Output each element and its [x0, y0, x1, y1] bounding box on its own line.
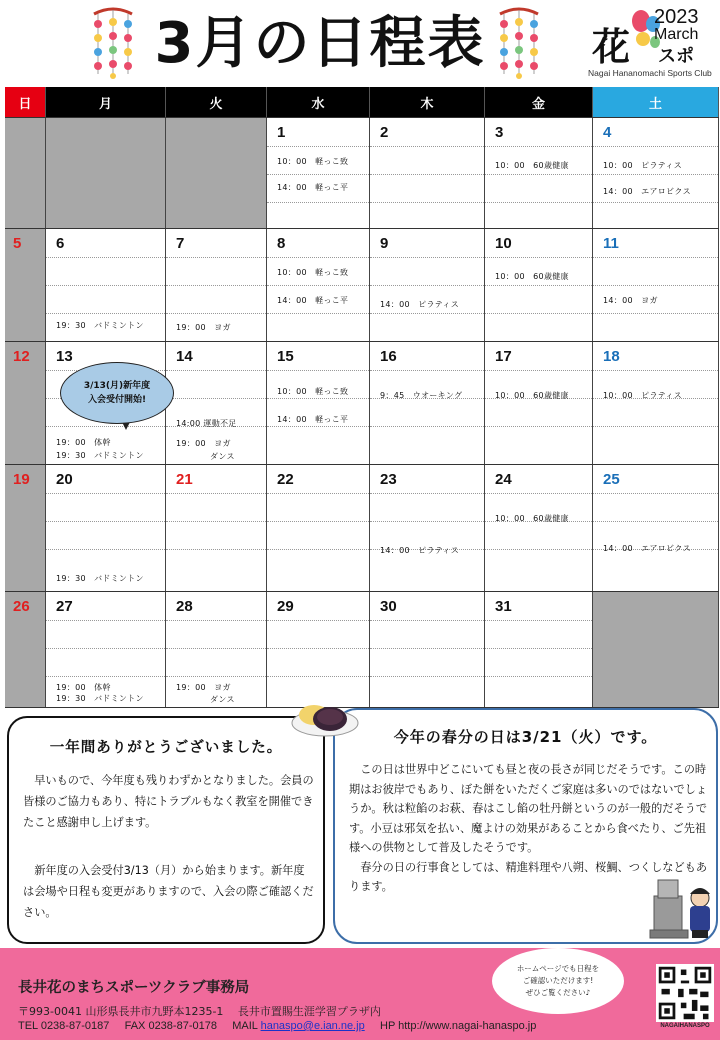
cell-guide-line — [370, 648, 484, 649]
event-entry: 14：00 エアロビクス — [603, 187, 691, 196]
cell-guide-line — [46, 549, 165, 550]
cell-guide-line — [166, 257, 266, 258]
cell-guide-line — [370, 313, 484, 314]
address: 〒993-0041 山形県長井市九野本1235-1 長井市置賜生涯学習プラザ内 — [18, 1005, 381, 1018]
cell-guide-line — [46, 676, 165, 677]
calendar-day-cell — [166, 592, 267, 707]
cell-guide-line — [593, 521, 718, 522]
day-number: 19 — [13, 471, 30, 488]
cell-guide-line — [46, 313, 165, 314]
day-number: 26 — [13, 598, 30, 615]
calendar-week — [5, 464, 719, 591]
event-entry: 10：00 ピラティス — [603, 161, 683, 170]
cell-guide-line — [46, 426, 165, 427]
calendar-day-cell — [267, 229, 370, 341]
cell-guide-line — [485, 493, 592, 494]
calendar-day-cell — [593, 229, 719, 341]
cell-guide-line — [485, 146, 592, 147]
cell-guide-line — [166, 521, 266, 522]
weekday-header: 水 — [267, 87, 370, 117]
cell-guide-line — [593, 313, 718, 314]
cell-guide-line — [267, 174, 369, 175]
weekday-header: 木 — [370, 87, 485, 117]
cell-guide-line — [267, 398, 369, 399]
page-title: 3月の日程表 — [154, 11, 486, 76]
equinox-note-title: 今年の春分の日は3/21（火）です。 — [393, 728, 658, 746]
cell-guide-line — [485, 648, 592, 649]
day-number: 20 — [56, 471, 73, 488]
weekday-header: 土 — [593, 87, 719, 117]
hanging-ornament-icon — [88, 4, 138, 80]
calendar-day-cell — [485, 229, 593, 341]
cell-guide-line — [267, 202, 369, 203]
cell-guide-line — [166, 620, 266, 621]
new-year-enrollment-bubble — [60, 362, 174, 424]
event-entry: 19：30 バドミントン — [56, 451, 144, 460]
cell-guide-line — [370, 370, 484, 371]
logo-year: 2023 — [654, 6, 699, 28]
cell-guide-line — [593, 174, 718, 175]
calendar-day-cell — [166, 465, 267, 591]
calendar-day-cell — [485, 592, 593, 707]
contact-line — [18, 1020, 536, 1032]
day-number: 27 — [56, 598, 73, 615]
event-entry: 19：00 体幹 — [56, 438, 111, 447]
cell-guide-line — [370, 174, 484, 175]
header — [0, 0, 720, 86]
event-entry: 10：00 軽っこ致 — [277, 157, 349, 166]
cell-guide-line — [46, 285, 165, 286]
calendar-day-cell — [593, 465, 719, 591]
calendar-day-cell — [5, 118, 46, 229]
calendar-day-cell — [166, 342, 267, 464]
calendar-week — [5, 228, 719, 341]
calendar-day-cell — [485, 118, 593, 229]
day-number: 13 — [56, 348, 73, 365]
day-number: 24 — [495, 471, 512, 488]
event-entry: 14：00 軽っこ平 — [277, 183, 349, 192]
calendar-day-cell — [370, 118, 485, 229]
mail-link[interactable]: hanaspo@e.ian.ne.jp — [260, 1020, 365, 1032]
homepage-bubble — [492, 948, 624, 1014]
calendar-day-cell — [46, 465, 166, 591]
cell-guide-line — [370, 676, 484, 677]
event-entry: 19：00 ヨガ — [176, 323, 231, 332]
calendar-day-cell — [593, 342, 719, 464]
bubble-line: 3/13(月)新年度 — [83, 381, 151, 391]
event-entry: 19：00 ヨガ — [176, 439, 231, 448]
event-entry: 14:00 運動不足 — [176, 419, 237, 428]
cell-guide-line — [267, 313, 369, 314]
homepage-bubble-line: ご確認いただけます! — [522, 976, 594, 985]
fax: FAX 0238-87-0178 — [124, 1020, 217, 1032]
tel: TEL 0238-87-0187 — [18, 1020, 110, 1032]
cell-guide-line — [593, 146, 718, 147]
calendar-day-cell — [370, 229, 485, 341]
cell-guide-line — [166, 370, 266, 371]
cell-guide-line — [46, 257, 165, 258]
logo-month: March — [654, 26, 699, 43]
day-number: 2 — [380, 124, 389, 141]
day-number: 30 — [380, 598, 397, 615]
logo-club-name: Nagai Hananomachi Sports Club — [588, 68, 712, 78]
day-number: 3 — [495, 124, 504, 141]
calendar-day-cell — [46, 118, 166, 229]
cell-guide-line — [267, 370, 369, 371]
day-number: 15 — [277, 348, 294, 365]
cell-guide-line — [166, 398, 266, 399]
cell-guide-line — [370, 202, 484, 203]
event-entry: 14：00 軽っこ平 — [277, 415, 349, 424]
day-number: 25 — [603, 471, 620, 488]
bubble-line: 入会受付開始! — [87, 395, 147, 405]
cell-guide-line — [485, 313, 592, 314]
cell-guide-line — [370, 257, 484, 258]
cell-guide-line — [593, 426, 718, 427]
cell-guide-line — [370, 521, 484, 522]
event-entry: 19：00 体幹 — [56, 683, 111, 692]
day-number: 21 — [176, 471, 193, 488]
event-entry: 10：00 60歳健康 — [495, 161, 569, 170]
day-number: 9 — [380, 235, 389, 252]
cell-guide-line — [485, 620, 592, 621]
cell-guide-line — [593, 370, 718, 371]
cell-guide-line — [485, 426, 592, 427]
day-number: 4 — [603, 124, 612, 141]
calendar-day-cell — [370, 465, 485, 591]
event-entry: 19：00 ヨガ — [176, 683, 231, 692]
calendar-day-cell — [166, 229, 267, 341]
cell-guide-line — [166, 285, 266, 286]
cell-guide-line — [166, 549, 266, 550]
day-number: 1 — [277, 124, 286, 141]
day-number: 7 — [176, 235, 185, 252]
calendar-day-cell — [267, 592, 370, 707]
day-number: 6 — [56, 235, 65, 252]
cell-guide-line — [485, 174, 592, 175]
cell-guide-line — [267, 620, 369, 621]
calendar-day-cell — [593, 592, 719, 707]
event-entry: 14：00 ピラティス — [380, 546, 460, 555]
thanks-note-paragraph: 早いもので、今年度も残りわずかとなりました。会員の皆様のご協力もあり、特にトラブルもなく教室を開催できたこと感謝申し上げます。 — [23, 774, 314, 829]
equinox-note-paragraph: この日は世界中どこにいても昼と夜の長さが同じだそうです。この時期はお彼岸でもあり、ぼた餅をいただくご家庭は多いのではないでしょうか。秋は粒餡のお萩、春はこし餡の牡丹餅というのが一般的だそうです。小豆は邪気を払い、魔よけの効果があることから食べたり、ご先祖様への供物として普及したそうです。 春分の日の行事食としては、精進料理や八朔、桜鯛、つくしなどもあります。 — [349, 763, 708, 893]
weekday-header: 月 — [46, 87, 166, 117]
cell-guide-line — [267, 676, 369, 677]
cell-guide-line — [267, 426, 369, 427]
event-entry: 10：00 60歳健康 — [495, 514, 569, 523]
day-number: 29 — [277, 598, 294, 615]
cell-guide-line — [370, 426, 484, 427]
cell-guide-line — [485, 257, 592, 258]
day-number: 14 — [176, 348, 193, 365]
day-number: 10 — [495, 235, 512, 252]
cell-guide-line — [593, 202, 718, 203]
weekday-header: 日 — [5, 87, 46, 117]
mail-label: MAIL — [232, 1020, 258, 1032]
cell-guide-line — [485, 202, 592, 203]
cell-guide-line — [370, 146, 484, 147]
day-number: 11 — [603, 235, 619, 252]
calendar-day-cell — [370, 592, 485, 707]
weekday-header: 金 — [485, 87, 593, 117]
weekday-header: 火 — [166, 87, 267, 117]
cell-guide-line — [485, 549, 592, 550]
cell-guide-line — [267, 549, 369, 550]
day-number: 16 — [380, 348, 397, 365]
event-entry: ダンス — [210, 695, 235, 704]
thanks-note — [7, 716, 325, 944]
event-entry: 19：30 バドミントン — [56, 574, 144, 583]
calendar-week — [5, 591, 719, 708]
botamochi-icon — [290, 693, 360, 739]
day-number: 5 — [13, 235, 22, 252]
cell-guide-line — [267, 146, 369, 147]
calendar-day-cell — [593, 118, 719, 229]
cell-guide-line — [267, 285, 369, 286]
cell-guide-line — [267, 648, 369, 649]
calendar-day-cell — [5, 342, 46, 464]
day-number: 23 — [380, 471, 397, 488]
event-entry: 10：00 60歳健康 — [495, 272, 569, 281]
calendar-day-cell — [485, 342, 593, 464]
cell-guide-line — [593, 493, 718, 494]
cell-guide-line — [46, 493, 165, 494]
cell-guide-line — [46, 620, 165, 621]
cell-guide-line — [485, 370, 592, 371]
cell-guide-line — [267, 493, 369, 494]
qr-label: NAGAIHANASPO — [660, 1023, 710, 1029]
calendar-day-cell — [46, 592, 166, 707]
calendar-day-cell — [267, 342, 370, 464]
day-number: 22 — [277, 471, 294, 488]
cell-guide-line — [370, 620, 484, 621]
cell-guide-line — [267, 257, 369, 258]
cell-guide-line — [485, 676, 592, 677]
event-entry: 14：00 ヨガ — [603, 296, 658, 305]
thanks-note-paragraph: 新年度の入会受付3/13（月）から始まります。新年度は会場や日程も変更がありますので、入会の際ご確認ください。 — [23, 864, 314, 919]
hanging-ornament-icon — [494, 4, 544, 80]
cell-guide-line — [46, 648, 165, 649]
org-name: 長井花のまちスポーツクラブ事務局 — [18, 980, 250, 996]
thanks-note-title: 一年間ありがとうございました。 — [49, 740, 283, 756]
day-number: 18 — [603, 348, 620, 365]
homepage-bubble-line: ぜひご覧ください♪ — [525, 988, 591, 997]
cell-guide-line — [370, 493, 484, 494]
event-entry: 19：30 バドミントン — [56, 694, 144, 703]
cell-guide-line — [593, 285, 718, 286]
homepage-url[interactable]: HP http://www.nagai-hanaspo.jp — [380, 1020, 537, 1032]
cell-guide-line — [166, 493, 266, 494]
cell-guide-line — [267, 521, 369, 522]
qr-code-icon[interactable] — [656, 964, 714, 1022]
calendar-day-cell — [46, 229, 166, 341]
logo-supo: スポ — [658, 46, 694, 67]
day-number: 8 — [277, 235, 286, 252]
event-entry: 10：00 ピラティス — [603, 391, 683, 400]
cell-guide-line — [593, 257, 718, 258]
day-number: 17 — [495, 348, 512, 365]
calendar-day-cell — [370, 342, 485, 464]
calendar-day-cell — [5, 229, 46, 341]
grave-visit-icon — [648, 872, 714, 940]
logo-kanji: 花 — [592, 25, 631, 69]
weekday-header-row — [5, 87, 719, 117]
event-entry: 14：00 エアロビクス — [603, 544, 691, 553]
calendar-day-cell — [485, 465, 593, 591]
event-entry: 10：00 軽っこ致 — [277, 387, 349, 396]
day-number: 28 — [176, 598, 193, 615]
event-entry: 10：00 軽っこ致 — [277, 268, 349, 277]
day-number: 12 — [13, 348, 30, 365]
homepage-bubble-line: ホームページでも日程を — [516, 964, 600, 973]
day-number: 31 — [495, 598, 512, 615]
calendar-day-cell — [267, 118, 370, 229]
event-entry: ダンス — [210, 452, 235, 461]
cell-guide-line — [46, 521, 165, 522]
event-entry: 14：00 軽っこ平 — [277, 296, 349, 305]
cell-guide-line — [166, 313, 266, 314]
cell-guide-line — [485, 285, 592, 286]
club-logo — [588, 6, 718, 84]
cell-guide-line — [166, 648, 266, 649]
calendar-day-cell — [5, 465, 46, 591]
cell-guide-line — [370, 285, 484, 286]
event-entry: 14：00 ピラティス — [380, 300, 460, 309]
event-entry: 10：00 60歳健康 — [495, 391, 569, 400]
event-entry: 19：30 バドミントン — [56, 321, 144, 330]
calendar-day-cell — [166, 118, 267, 229]
calendar-week — [5, 117, 719, 229]
event-entry: 9：45 ウオーキング — [380, 391, 463, 400]
calendar-day-cell — [267, 465, 370, 591]
calendar-day-cell — [5, 592, 46, 707]
cell-guide-line — [166, 676, 266, 677]
